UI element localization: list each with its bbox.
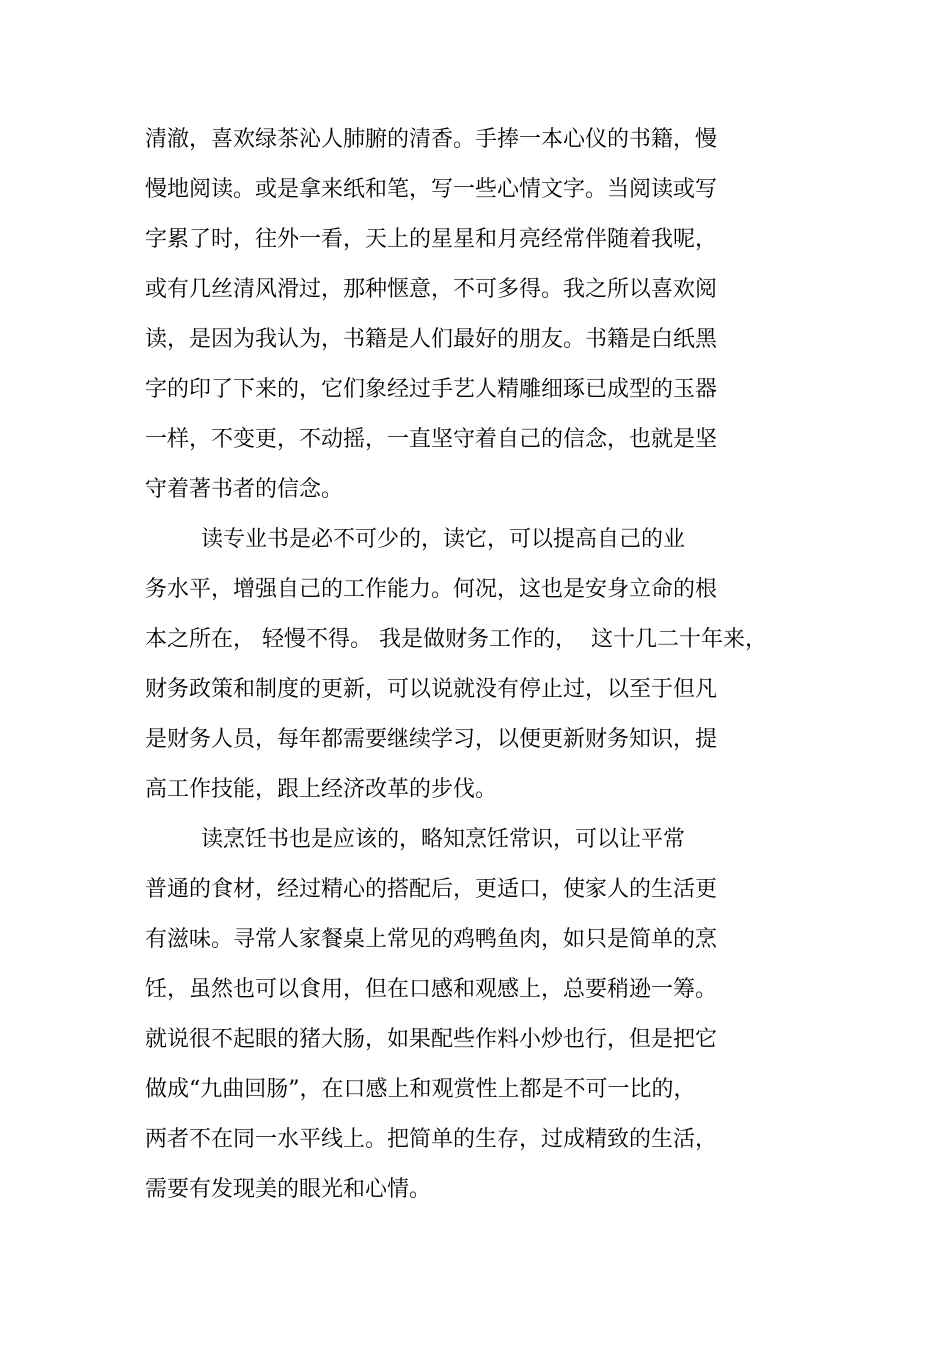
text-line: 做成“九曲回肠”，在口感上和观赏性上都是不可一比的， — [145, 1077, 696, 1102]
text-line: 务水平，增强自己的工作能力。何况，这也是安身立命的根 — [145, 577, 718, 602]
text-line: 清澈，喜欢绿茶沁人肺腑的清香。手捧一本心仪的书籍，慢 — [145, 127, 718, 152]
text-line: 字累了时，往外一看，天上的星星和月亮经常伴随着我呢， — [145, 227, 718, 252]
text-line: 财务政策和制度的更新，可以说就没有停止过，以至于但凡 — [145, 677, 718, 702]
text-line: 就说很不起眼的猪大肠，如果配些作料小炒也行，但是把它 — [145, 1027, 718, 1052]
text-line: 或有几丝清风滑过，那种惬意，不可多得。我之所以喜欢阅 — [145, 277, 718, 302]
text-line: 读，是因为我认为，书籍是人们最好的朋友。书籍是白纸黑 — [145, 327, 718, 352]
text-line: 两者不在同一水平线上。把简单的生存，过成精致的生活， — [145, 1127, 718, 1152]
text-line: 有滋味。寻常人家餐桌上常见的鸡鸭鱼肉，如只是简单的烹 — [145, 927, 718, 952]
text-line: 高工作技能，跟上经济改革的步伐。 — [145, 777, 498, 802]
body-text — [145, 122, 805, 1222]
text-line: 字的印了下来的，它们象经过手艺人精雕细琢已成型的玉器 — [145, 377, 718, 402]
text-line: 一样，不变更，不动摇，一直坚守着自己的信念，也就是坚 — [145, 427, 718, 452]
paragraph-start-line: 读烹饪书也是应该的，略知烹饪常识，可以让平常 — [145, 827, 685, 852]
text-line: 守着著书者的信念。 — [145, 477, 344, 502]
text-line: 普通的食材，经过精心的搭配后，更适口，使家人的生活更 — [145, 877, 718, 902]
text-line: 本之所在， 轻慢不得。 我是做财务工作的， 这十几二十年来， — [145, 627, 767, 652]
text-line: 慢地阅读。或是拿来纸和笔，写一些心情文字。当阅读或写 — [145, 177, 718, 202]
text-line: 饪，虽然也可以食用，但在口感和观感上，总要稍逊一筹。 — [145, 977, 718, 1002]
text-line: 需要有发现美的眼光和心情。 — [145, 1177, 432, 1202]
paragraph-start-line: 读专业书是必不可少的，读它，可以提高自己的业 — [145, 527, 685, 552]
text-line: 是财务人员，每年都需要继续学习，以便更新财务知识，提 — [145, 727, 718, 752]
